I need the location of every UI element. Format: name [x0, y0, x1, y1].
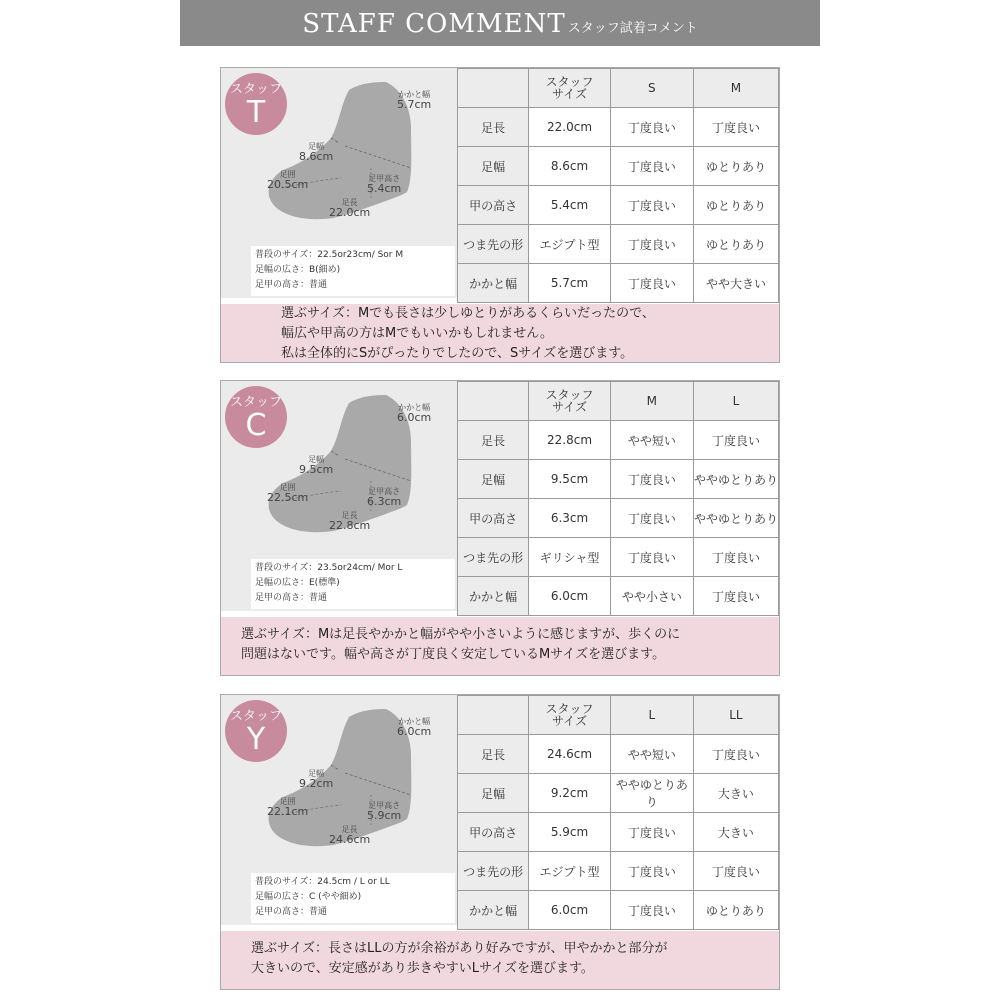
info-foot-width: 足幅の広さ：E(標準)	[255, 578, 340, 588]
staff-size-value: 5.7cm	[529, 264, 611, 303]
girth-label: 足囲	[279, 170, 296, 179]
badge-label: スタッフ	[229, 82, 282, 97]
row-label: 足幅	[458, 774, 529, 813]
foot-diagram	[221, 695, 457, 925]
table-row	[458, 147, 779, 186]
comment-line: 幅広や甲高の方はMでもいいかもしれません。	[281, 326, 553, 341]
staff-comment	[221, 304, 779, 362]
fit-value-size1: 丁度良い	[610, 264, 693, 303]
row-label: 足長	[458, 421, 529, 460]
fit-value-size1: 丁度良い	[610, 108, 693, 147]
table-header-row	[458, 696, 779, 735]
girth-measure	[267, 797, 308, 818]
header-title-en: STAFF COMMENT	[302, 9, 566, 39]
row-label: かかと幅	[458, 891, 529, 930]
heel-width-measure	[397, 403, 431, 424]
table-row	[458, 421, 779, 460]
badge-label: スタッフ	[229, 395, 282, 410]
staff-size-value: 6.3cm	[529, 499, 611, 538]
table-header-row	[458, 382, 779, 421]
instep-value: 5.4cm	[367, 182, 402, 195]
table-row	[458, 186, 779, 225]
staff-comment	[221, 617, 779, 675]
fit-value-size2: 丁度良い	[693, 735, 778, 774]
fit-value-size1: 丁度良い	[610, 460, 693, 499]
staff-badge	[225, 386, 287, 448]
row-label: かかと幅	[458, 577, 529, 616]
header-staff-size: スタッフ サイズ	[529, 69, 611, 108]
foot-width-label: 足幅	[308, 455, 325, 464]
table-row	[458, 735, 779, 774]
fit-value-size2: 丁度良い	[693, 421, 778, 460]
fit-value-size1: 丁度良い	[610, 891, 693, 930]
row-label: 足幅	[458, 460, 529, 499]
foot-width-value: 9.5cm	[299, 463, 334, 476]
fit-value-size1: 丁度良い	[610, 813, 693, 852]
row-label: つま先の形	[458, 225, 529, 264]
badge-label: スタッフ	[229, 709, 282, 724]
badge-letter: C	[245, 408, 267, 443]
foot-width-measure	[299, 455, 333, 476]
girth-value: 20.5cm	[267, 178, 309, 191]
heel-width-value: 5.7cm	[397, 98, 432, 111]
foot-diagram	[221, 68, 457, 298]
staff-size-value: エジプト型	[529, 225, 611, 264]
fit-value-size2: 大きい	[693, 813, 778, 852]
fit-value-size1: 丁度良い	[610, 225, 693, 264]
heel-width-measure	[397, 90, 431, 111]
staff-size-value: 22.8cm	[529, 421, 611, 460]
fit-value-size2: ややゆとりあり	[693, 460, 778, 499]
heel-width-label: かかと幅	[398, 90, 431, 99]
fit-table	[457, 381, 779, 616]
heel-width-value: 6.0cm	[397, 725, 432, 738]
header-blank	[458, 382, 529, 421]
header-blank	[458, 69, 529, 108]
staff-comment	[221, 931, 779, 989]
instep-measure	[367, 801, 401, 822]
foot-width-value: 8.6cm	[299, 150, 334, 163]
fit-value-size1: 丁度良い	[610, 186, 693, 225]
instep-label: 足甲高さ	[368, 801, 401, 810]
header-staff-size: スタッフ サイズ	[529, 382, 611, 421]
table-row	[458, 891, 779, 930]
header-size1: S	[610, 69, 693, 108]
fit-table	[457, 695, 779, 930]
info-usual-size: 普段のサイズ：24.5cm / L or LL	[255, 877, 390, 887]
staff-block-t	[220, 67, 780, 363]
table-row	[458, 577, 779, 616]
fit-value-size2: やや大きい	[693, 264, 778, 303]
instep-value: 5.9cm	[367, 809, 402, 822]
staff-size-value: 8.6cm	[529, 147, 611, 186]
fit-value-size2: ゆとりあり	[693, 186, 778, 225]
info-instep-height: 足甲の高さ：普通	[255, 593, 328, 603]
staff-size-value: 5.4cm	[529, 186, 611, 225]
comment-line: 選ぶサイズ：長さはLLの方が余裕があり好みですが、甲やかかと部分が	[251, 941, 668, 956]
fit-value-size2: 丁度良い	[693, 852, 778, 891]
header-size1: L	[610, 696, 693, 735]
fit-value-size2: 丁度良い	[693, 108, 778, 147]
table-row	[458, 852, 779, 891]
table-row	[458, 460, 779, 499]
table-row	[458, 225, 779, 264]
header-blank	[458, 696, 529, 735]
staff-size-value: 6.0cm	[529, 891, 611, 930]
comment-line: 私は全体的にSがぴったりでしたので、Sサイズを選びます。	[281, 346, 634, 361]
staff-size-value: 9.2cm	[529, 774, 611, 813]
header-title-jp: スタッフ試着コメント	[567, 21, 698, 36]
fit-value-size1: やや小さい	[610, 577, 693, 616]
girth-value: 22.1cm	[267, 805, 309, 818]
header-size1: M	[610, 382, 693, 421]
table-row	[458, 813, 779, 852]
staff-size-value: エジプト型	[529, 852, 611, 891]
row-label: 甲の高さ	[458, 186, 529, 225]
fit-value-size2: ゆとりあり	[693, 891, 778, 930]
staff-block-y	[220, 694, 780, 990]
girth-label: 足囲	[279, 483, 296, 492]
fit-value-size2: 大きい	[693, 774, 778, 813]
length-value: 22.8cm	[329, 519, 371, 532]
row-label: 足幅	[458, 147, 529, 186]
length-measure	[329, 511, 370, 532]
fit-value-size1: 丁度良い	[610, 147, 693, 186]
staff-size-value: 24.6cm	[529, 735, 611, 774]
staff-size-value: 5.9cm	[529, 813, 611, 852]
length-value: 22.0cm	[329, 206, 371, 219]
instep-label: 足甲高さ	[368, 174, 401, 183]
row-label: 足長	[458, 735, 529, 774]
length-value: 24.6cm	[329, 833, 371, 846]
usual-size-info	[251, 873, 455, 923]
heel-width-value: 6.0cm	[397, 411, 432, 424]
usual-size-info	[251, 559, 455, 609]
info-usual-size: 普段のサイズ：23.5or24cm/ Mor L	[255, 563, 403, 573]
girth-label: 足囲	[279, 797, 296, 806]
foot-width-measure	[299, 142, 333, 163]
comment-line: 大きいので、安定感があり歩きやすいLサイズを選びます。	[251, 961, 594, 976]
fit-value-size2: 丁度良い	[693, 577, 778, 616]
comment-line: 選ぶサイズ：Mは足長やかかと幅がやや小さいように感じますが、歩くのに	[241, 627, 681, 642]
instep-measure	[367, 174, 401, 195]
length-label: 足長	[341, 511, 358, 520]
info-foot-width: 足幅の広さ：C (やや細め)	[255, 892, 362, 902]
badge-letter: Y	[246, 722, 266, 757]
girth-measure	[267, 170, 308, 191]
foot-width-measure	[299, 769, 333, 790]
fit-value-size2: 丁度良い	[693, 538, 778, 577]
girth-value: 22.5cm	[267, 491, 309, 504]
length-label: 足長	[341, 825, 358, 834]
heel-width-label: かかと幅	[398, 717, 431, 726]
header-staff-size: スタッフ サイズ	[529, 696, 611, 735]
staff-badge	[225, 73, 287, 135]
table-row	[458, 538, 779, 577]
page-header	[180, 0, 820, 46]
foot-width-value: 9.2cm	[299, 777, 334, 790]
row-label: 甲の高さ	[458, 813, 529, 852]
instep-value: 6.3cm	[367, 495, 402, 508]
length-label: 足長	[341, 198, 358, 207]
header-size2: M	[693, 69, 778, 108]
instep-label: 足甲高さ	[368, 487, 401, 496]
fit-value-size2: ゆとりあり	[693, 225, 778, 264]
staff-size-value: 9.5cm	[529, 460, 611, 499]
staff-size-value: 6.0cm	[529, 577, 611, 616]
header-size2: L	[693, 382, 778, 421]
foot-diagram	[221, 381, 457, 611]
staff-size-value: ギリシャ型	[529, 538, 611, 577]
fit-value-size1: 丁度良い	[610, 499, 693, 538]
fit-value-size1: ややゆとりあり	[610, 774, 693, 813]
girth-measure	[267, 483, 308, 504]
table-row	[458, 499, 779, 538]
instep-measure	[367, 487, 401, 508]
row-label: つま先の形	[458, 852, 529, 891]
heel-width-measure	[397, 717, 431, 738]
info-foot-width: 足幅の広さ：B(細め)	[255, 265, 341, 275]
row-label: 甲の高さ	[458, 499, 529, 538]
length-measure	[329, 198, 370, 219]
fit-table	[457, 68, 779, 303]
staff-block-c	[220, 380, 780, 676]
table-row	[458, 264, 779, 303]
heel-width-label: かかと幅	[398, 403, 431, 412]
staff-badge	[225, 700, 287, 762]
fit-value-size1: 丁度良い	[610, 852, 693, 891]
comment-line: 選ぶサイズ：Mでも長さは少しゆとりがあるくらいだったので、	[281, 306, 655, 321]
info-usual-size: 普段のサイズ：22.5or23cm/ Sor M	[255, 250, 404, 260]
row-label: つま先の形	[458, 538, 529, 577]
fit-value-size2: ややゆとりあり	[693, 499, 778, 538]
info-instep-height: 足甲の高さ：普通	[255, 907, 328, 917]
badge-letter: T	[246, 95, 266, 130]
usual-size-info	[251, 246, 455, 296]
foot-width-label: 足幅	[308, 142, 325, 151]
fit-value-size1: やや短い	[610, 421, 693, 460]
fit-value-size1: 丁度良い	[610, 538, 693, 577]
info-instep-height: 足甲の高さ：普通	[255, 280, 328, 290]
header-size2: LL	[693, 696, 778, 735]
row-label: かかと幅	[458, 264, 529, 303]
fit-value-size1: やや短い	[610, 735, 693, 774]
length-measure	[329, 825, 370, 846]
fit-value-size2: ゆとりあり	[693, 147, 778, 186]
staff-size-value: 22.0cm	[529, 108, 611, 147]
row-label: 足長	[458, 108, 529, 147]
table-row	[458, 774, 779, 813]
table-row	[458, 108, 779, 147]
table-header-row	[458, 69, 779, 108]
foot-width-label: 足幅	[308, 769, 325, 778]
comment-line: 問題はないです。幅や高さが丁度良く安定しているMサイズを選びます。	[241, 647, 666, 662]
